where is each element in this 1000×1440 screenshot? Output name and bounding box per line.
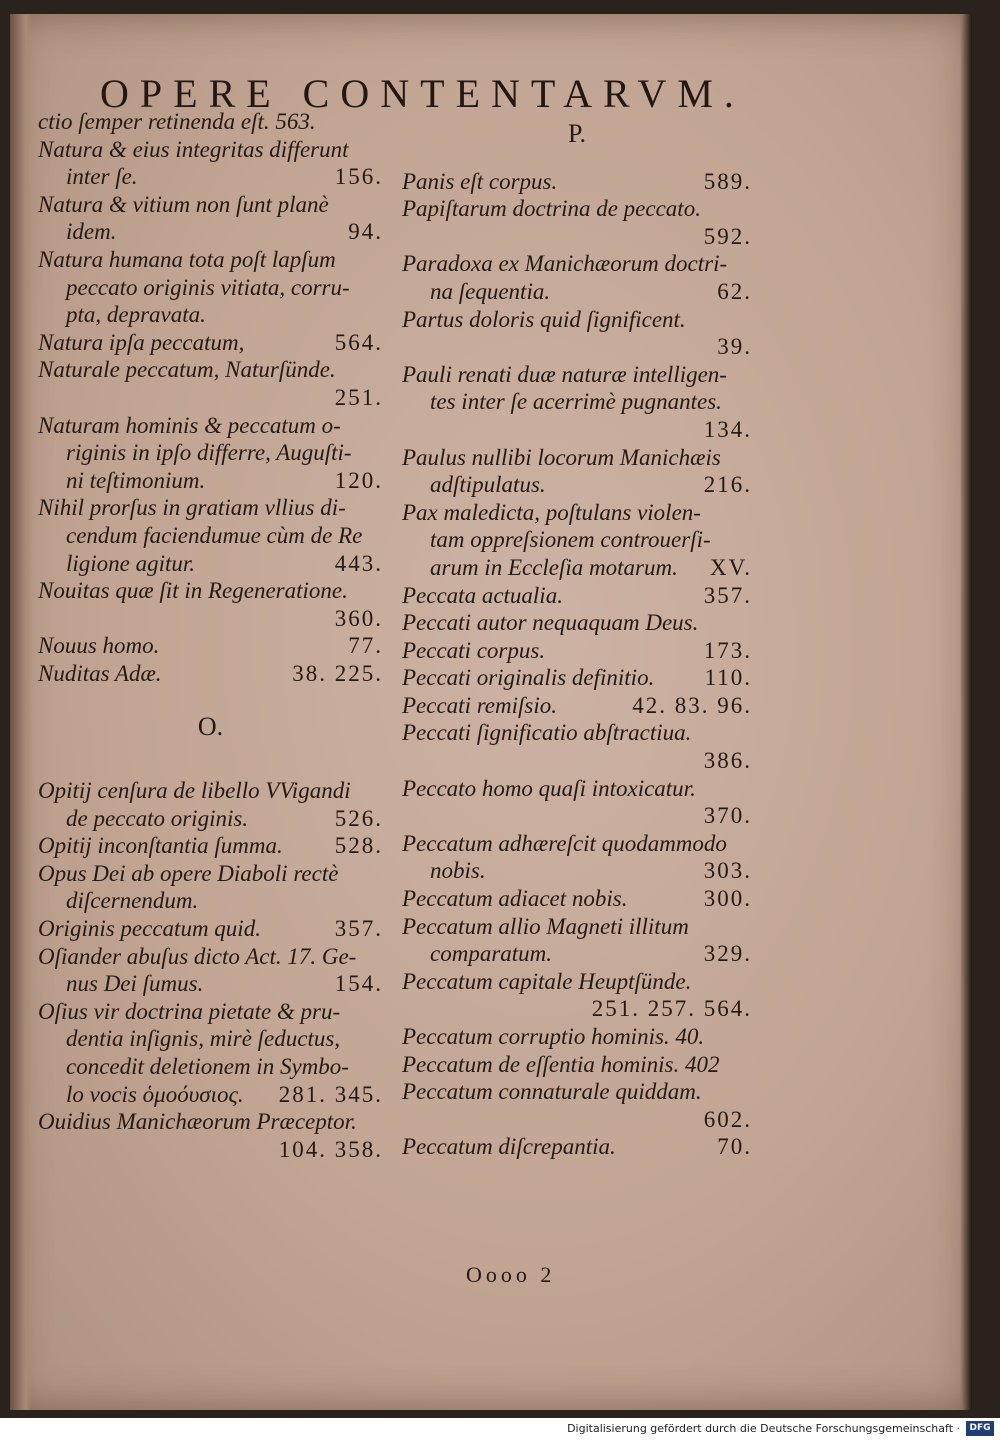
entry-line: 173. Peccati corpus. (402, 637, 752, 663)
page-reference: 94. (348, 219, 383, 245)
index-entry (38, 577, 383, 632)
index-entry (402, 968, 752, 1023)
entry-line: Opus Dei ab opere Diaboli rectè (38, 860, 339, 886)
entry-line: dentia inſignis, mirè ſeductus, (66, 1026, 341, 1052)
page-reference: 281. 345. (278, 1081, 383, 1107)
page-reference: 216. (703, 472, 752, 498)
entry-line: Peccato homo quaſi intoxicatur. (402, 775, 696, 801)
entry-line: 281. 345. lo vocis ὁμοόυσιος. (66, 1081, 383, 1107)
index-entry (38, 660, 383, 688)
index-entry (38, 329, 383, 357)
entry-line: 216. adſtipulatus. (430, 472, 752, 498)
index-entry (402, 1133, 752, 1161)
page-reference: 154. (334, 971, 383, 997)
entry-line: 70. Peccatum diſcrepantia. (402, 1134, 752, 1160)
index-entry (38, 136, 383, 191)
page-reference: 360. (334, 605, 383, 631)
footer-credit-text: Digitalisierung gefördert durch die Deutsche Forschungsgemeinschaft · (567, 1422, 960, 1435)
index-entry (402, 499, 752, 582)
index-entry (38, 860, 383, 915)
page-edge-left (10, 14, 32, 1410)
entry-line: Nihil prorſus in gratiam vllius di- (38, 495, 346, 521)
entry-line: Peccatum adhæreſcit quodammodo (402, 830, 727, 856)
index-entry (402, 168, 752, 196)
page-reference: 110. (704, 665, 752, 691)
page-reference: XV. (709, 554, 752, 580)
page-reference: 602. (703, 1106, 752, 1132)
entry-line: Pauli renati duæ naturæ intelligen- (402, 361, 727, 387)
page-edge-right (960, 14, 972, 1410)
index-entry (38, 191, 383, 246)
entry-line: Peccati autor nequaquam Deus. (402, 610, 699, 636)
entry-line: Natura & eius integritas differunt (38, 136, 349, 162)
index-entry (402, 306, 752, 361)
index-entry (38, 494, 383, 577)
index-entry (38, 832, 383, 860)
index-entry (402, 609, 752, 637)
index-entry (38, 998, 383, 1108)
index-entry (402, 885, 752, 913)
entry-line: Paradoxa ex Manichæorum doctri- (402, 251, 728, 277)
entry-line: Naturale peccatum, Naturſünde. (38, 357, 336, 383)
entry-line: Natura & vitium non ſunt planè (38, 191, 329, 217)
running-header: OPERE CONTENTARVM. (100, 71, 745, 116)
index-entry (38, 1108, 383, 1163)
entry-line: Ouidius Manichæorum Præceptor. (38, 1109, 357, 1135)
index-entry (402, 664, 752, 692)
entry-line: 77. Nouus homo. (38, 633, 383, 659)
entry-line: 303. nobis. (430, 858, 752, 884)
entry-line: 300. Peccatum adiacet nobis. (402, 886, 752, 912)
index-entry (38, 356, 383, 411)
index-entry (402, 1078, 752, 1133)
page-reference: 62. (717, 278, 752, 304)
page-reference: 357. (334, 916, 383, 942)
entry-line: 120. ni teſtimonium. (66, 467, 383, 493)
index-entry (402, 1023, 752, 1051)
entry-line: Paulus nullibi locorum Manichæis (402, 444, 721, 470)
index-entry (402, 692, 752, 720)
section-letter-o: O. (197, 712, 224, 742)
entry-line: 62. na ſequentia. (430, 278, 752, 304)
entry-line: 156. inter ſe. (66, 164, 383, 190)
index-entry (402, 1051, 752, 1079)
index-entry (38, 632, 383, 660)
page-reference: 386. (703, 748, 752, 774)
page-reference: 134. (703, 416, 752, 442)
entry-line: Nouitas quæ ſit in Regeneratione. (38, 578, 348, 604)
entry-line: 42. 83. 96. Peccati remiſsio. (402, 692, 752, 718)
page-reference: 70. (717, 1134, 752, 1160)
entries-n (38, 108, 383, 687)
index-entry (402, 361, 752, 444)
index-entry (402, 444, 752, 499)
catchword-signature: Oooo 2 (466, 1262, 556, 1287)
entry-line: Peccatum corruptio hominis. 40. (402, 1024, 705, 1049)
entry-line: 443. ligione agitur. (66, 550, 383, 576)
dfg-logo: DFG (966, 1421, 994, 1436)
entry-line: 564. Natura ipſa peccatum, (38, 329, 383, 355)
entry-line: Peccatum de eſſentia hominis. 402 (402, 1051, 720, 1077)
entry-line: Papiſtarum doctrina de peccato. (402, 196, 701, 222)
entry-line: pta, depravata. (66, 302, 206, 328)
index-entry (38, 943, 383, 998)
index-entry (402, 195, 752, 250)
index-entry (402, 719, 752, 774)
index-entry (402, 250, 752, 305)
entry-line: Peccati ſignificatio abſtractiua. (402, 720, 692, 746)
page-reference: 443. (334, 550, 383, 576)
entry-line: peccato originis vitiata, corru- (66, 274, 350, 300)
entry-line: 357. Originis peccatum quid. (38, 916, 383, 942)
index-entry (38, 412, 383, 495)
index-entry (402, 582, 752, 610)
entry-line: Opitij cenſura de libello VVigandi (38, 778, 351, 804)
entry-line: XV. arum in Eccleſia motarum. (430, 554, 752, 580)
index-entry (38, 915, 383, 943)
entry-line: Oſiander abuſus dicto Act. 17. Ge- (38, 943, 357, 969)
right-index-column (402, 120, 752, 1161)
entry-line: Peccatum allio Magneti illitum (402, 913, 689, 939)
index-entry (38, 246, 383, 329)
entry-line: 94. idem. (66, 219, 383, 245)
entry-line: 38. 225. Nuditas Adæ. (38, 660, 383, 686)
left-index-column (38, 108, 383, 1163)
entry-line: concedit deletionem in Symbo- (66, 1054, 349, 1079)
index-entry (402, 775, 752, 830)
page-reference: 329. (703, 941, 752, 967)
index-entry (402, 913, 752, 968)
page-reference: 251. (334, 384, 383, 410)
index-entry (402, 637, 752, 665)
entry-line: 154. nus Dei ſumus. (66, 971, 383, 997)
page-reference: 39. (717, 334, 752, 360)
index-entry (38, 108, 383, 136)
entry-line: 528. Opitij inconſtantia ſumma. (38, 833, 383, 859)
entry-line: tam oppreſsionem controuerſi- (430, 527, 711, 553)
entry-line: Natura humana tota poſt lapſum (38, 246, 336, 272)
page-reference: 156. (334, 164, 383, 190)
entry-line: ctio ſemper retinenda eſt. 563. (38, 109, 316, 134)
entry-line: riginis in ipſo differre, Auguſti- (66, 440, 352, 466)
page-reference: 592. (703, 223, 752, 249)
page-reference: 303. (703, 858, 752, 884)
entry-line: 329. comparatum. (430, 941, 752, 967)
page-reference: 300. (703, 886, 752, 912)
page-reference: 526. (334, 805, 383, 831)
entry-line: diſcernendum. (66, 888, 199, 914)
page-reference: 77. (348, 633, 383, 659)
entry-line: 110. Peccati originalis definitio. (402, 665, 752, 691)
entry-line: cendum faciendumue cùm de Re (66, 522, 363, 548)
page-reference: 589. (703, 168, 752, 194)
digitization-footer (0, 1418, 1000, 1440)
page-reference: 370. (703, 803, 752, 829)
section-letter-p: P. (567, 119, 587, 148)
index-entry (38, 777, 383, 832)
page-reference: 120. (334, 467, 383, 493)
index-entry (402, 830, 752, 885)
entry-line: Pax maledicta, poſtulans violen- (402, 499, 701, 525)
entry-line: Oſius vir doctrina pietate & pru- (38, 998, 341, 1024)
entry-line: 589. Panis eſt corpus. (402, 168, 752, 194)
entries-o (38, 777, 383, 1163)
entry-line: Naturam hominis & peccatum o- (38, 412, 341, 438)
page-reference: 251. 257. 564. (591, 996, 752, 1022)
entry-line: 357. Peccata actualia. (402, 582, 752, 608)
page-reference: 104. 358. (278, 1136, 383, 1162)
page-reference: 357. (703, 582, 752, 608)
entry-line: Peccatum capitale Heuptſünde. (402, 968, 692, 994)
entry-line: Partus doloris quid ſignificent. (402, 306, 686, 332)
page-reference: 564. (334, 329, 383, 355)
entries-p (402, 168, 752, 1161)
page-reference: 528. (334, 833, 383, 859)
page-reference: 38. 225. (292, 660, 383, 686)
page-reference: 42. 83. 96. (632, 692, 752, 718)
entry-line: tes inter ſe acerrimè pugnantes. (430, 389, 722, 415)
entry-line: Peccatum connaturale quiddam. (402, 1079, 702, 1105)
page-reference: 173. (703, 637, 752, 663)
entry-line: 526. de peccato originis. (66, 805, 383, 831)
